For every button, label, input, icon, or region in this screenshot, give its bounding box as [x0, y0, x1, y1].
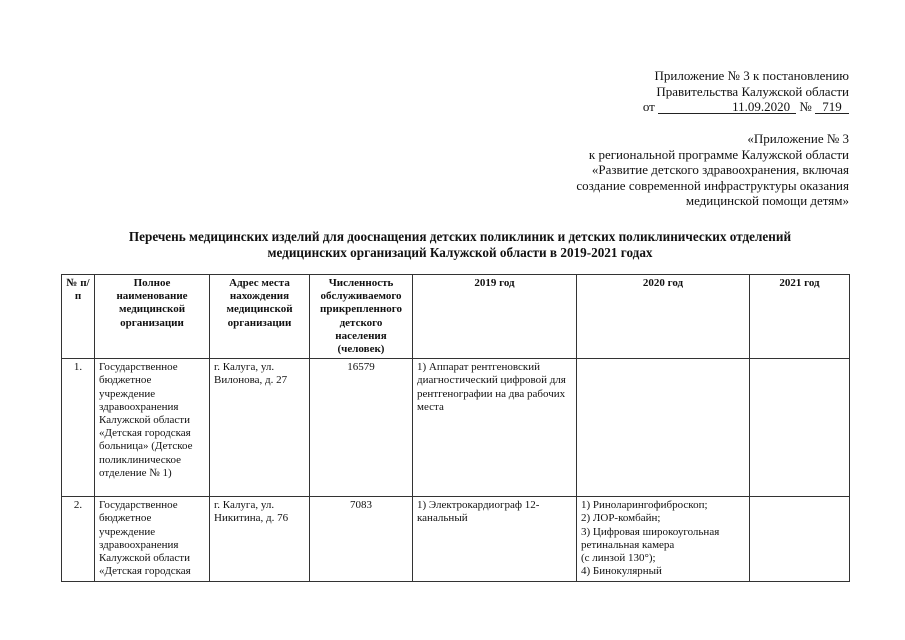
title-line-2: медицинских организаций Калужской области в 2019-2021 годах: [267, 245, 653, 260]
document-title: [60, 229, 860, 261]
cell-org-name: Государственное бюджетное учреждение здравоохранения Калужской области «Детская городская больница» (Детское поликлиническое отделение № 1): [95, 359, 210, 497]
program-header: [519, 131, 849, 209]
program-line-2: к региональной программе Калужской области: [588, 146, 849, 162]
cell-address: [210, 497, 310, 582]
cell-2020: [577, 497, 750, 582]
program-line-5: медицинской помощи детям»: [685, 193, 849, 208]
col-header-num: № п/п: [62, 275, 95, 359]
decree-number: 719: [815, 100, 849, 114]
cell-population: 16579: [310, 359, 413, 497]
cell-num: [62, 497, 95, 582]
cell-2019: [413, 359, 577, 497]
cell-num-text: 2.: [73, 499, 83, 512]
col-header-2021: 2021 год: [750, 275, 850, 359]
equipment-item: 2) ЛОР-комбайн;: [581, 512, 661, 525]
appendix-header: [549, 68, 849, 115]
program-line-4: создание современной инфраструктуры оказания: [576, 177, 849, 193]
col-header-population: Численность обслуживаемого прикрепленного детского населения (человек): [310, 275, 413, 359]
appendix-date-line: [549, 99, 849, 115]
title-line-1: Перечень медицинских изделий для дооснащения детских поликлиник и детских поликлинических отделений: [128, 229, 792, 244]
decree-date: 11.09.2020: [658, 100, 796, 114]
program-line-3: «Развитие детского здравоохранения, включая: [591, 162, 849, 177]
table-row: [62, 497, 850, 582]
col-header-name: Полное наименование медицинской организации: [95, 275, 210, 359]
cell-2020: [577, 359, 750, 497]
equipment-item: (с линзой 130°);: [581, 552, 656, 565]
cell-address: г. Калуга, ул. Вилонова, д. 27: [210, 359, 310, 497]
number-label: №: [799, 99, 812, 114]
col-header-address: Адрес места нахождения медицинской организации: [210, 275, 310, 359]
table-row: [62, 359, 850, 497]
cell-org-name-text: Государственное бюджетное учреждение здравоохранения Калужской области «Детская городская: [99, 499, 191, 578]
equipment-item: 4) Бинокулярный: [581, 565, 662, 578]
appendix-line-1: Приложение № 3 к постановлению: [654, 68, 849, 83]
col-header-2019: 2019 год: [413, 275, 577, 359]
equipment-item: 3) Цифровая широкоугольная ретинальная камера: [581, 525, 720, 551]
cell-org-name: [95, 497, 210, 582]
cell-population-text: 7083: [350, 499, 372, 512]
cell-num: 1.: [62, 359, 95, 497]
cell-2021: [750, 359, 850, 497]
table-header-row: [62, 275, 850, 359]
equipment-item: 1) Аппарат рентгеновский диагностический цифровой для рентгенографии на два рабочих места: [417, 361, 566, 413]
appendix-line-2: Правительства Калужской области: [656, 83, 849, 99]
equipment-item: 1) Риноларингофиброскоп;: [581, 499, 708, 512]
from-label: от: [642, 99, 655, 114]
cell-2021: [750, 497, 850, 582]
cell-2019: [413, 497, 577, 582]
equipment-table: [61, 274, 850, 582]
cell-address-text: г. Калуга, ул. Никитина, д. 76: [214, 499, 289, 525]
program-line-1: «Приложение № 3: [747, 131, 849, 146]
equipment-item: 1) Электрокардиограф 12-канальный: [417, 499, 540, 525]
cell-population: [310, 497, 413, 582]
col-header-2020: 2020 год: [577, 275, 750, 359]
